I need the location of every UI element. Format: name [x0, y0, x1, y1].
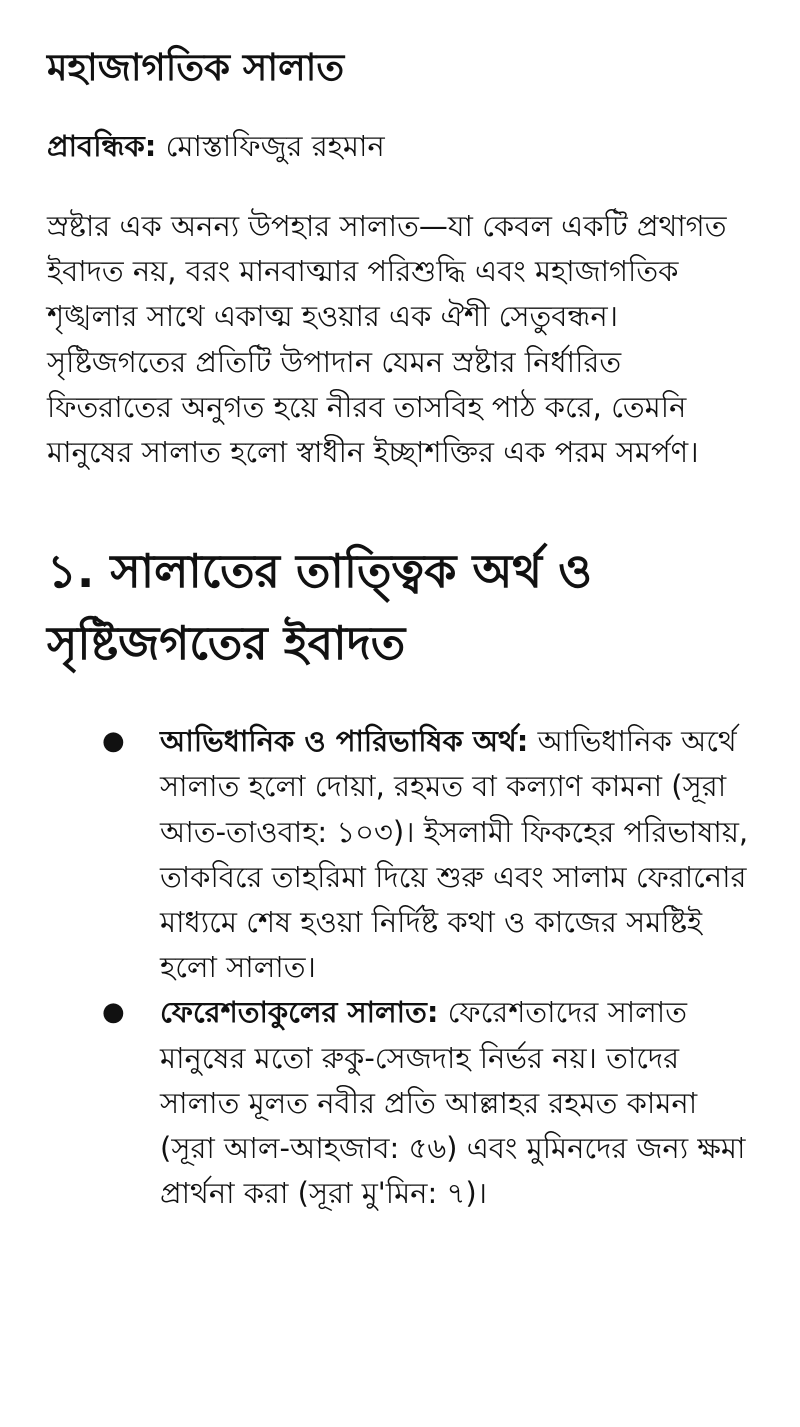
author-line	[47, 126, 752, 166]
list-item	[102, 719, 752, 990]
bullet-icon: ●	[102, 997, 125, 1028]
list-item	[102, 990, 752, 1216]
document-title: মহাজাগতিক সালাত	[47, 46, 345, 89]
bullet-icon: ●	[102, 726, 125, 757]
list-item-text: আভিধানিক অর্থে সালাত হলো দোয়া, রহমত বা কল্যাণ কামনা (সূরা আত-তাওবাহ: ১০৩)। ইসলামী ফিকহের পরিভাষায়, তাকবিরে তাহরিমা দিয়ে শুরু এবং সালাম ফেরানোর মাধ্যমে শেষ হওয়া নির্দিষ্ট কথা ও কাজের সমষ্টিই হলো সালাত।	[160, 724, 749, 985]
intro-paragraph: স্রষ্টার এক অনন্য উপহার সালাত—যা কেবল একটি প্রথাগত ইবাদত নয়, বরং মানবাত্মার পরিশুদ্ধি এবং মহাজাগতিক শৃঙ্খলার সাথে একাত্ম হওয়ার এক ঐশী সেতুবন্ধন। সৃষ্টিজগতের প্রতিটি উপাদান যেমন স্রষ্টার নির্ধারিত ফিতরাতের অনুগত হয়ে নীরব তাসবিহ পাঠ করে, তেমনি মানুষের সালাত হলো স্বাধীন ইচ্ছাশক্তির এক পরম সমর্পণ।	[47, 209, 727, 470]
author-label: প্রাবন্ধিক:	[47, 129, 157, 163]
list-item-term: ফেরেশতাকুলের সালাত:	[160, 995, 439, 1030]
bullet-list	[47, 719, 752, 1216]
list-item-term: আভিধানিক ও পারিভাষিক অর্থ:	[160, 724, 529, 759]
list-item-text: ফেরেশতাদের সালাত মানুষের মতো রুকু-সেজদাহ নির্ভর নয়। তাদের সালাত মূলত নবীর প্রতি আল্লাহর রহমত কামনা (সূরা আল-আহজাব: ৫৬) এবং মুমিনদের জন্য ক্ষমা প্রার্থনা করা (সূরা মু'মিন: ৭)।	[160, 995, 746, 1211]
section-heading: ১. সালাতের তাত্ত্বিক অর্থ ও সৃষ্টিজগতের ইবাদত	[47, 544, 592, 671]
author-name: মোস্তাফিজুর রহমান	[165, 129, 385, 163]
